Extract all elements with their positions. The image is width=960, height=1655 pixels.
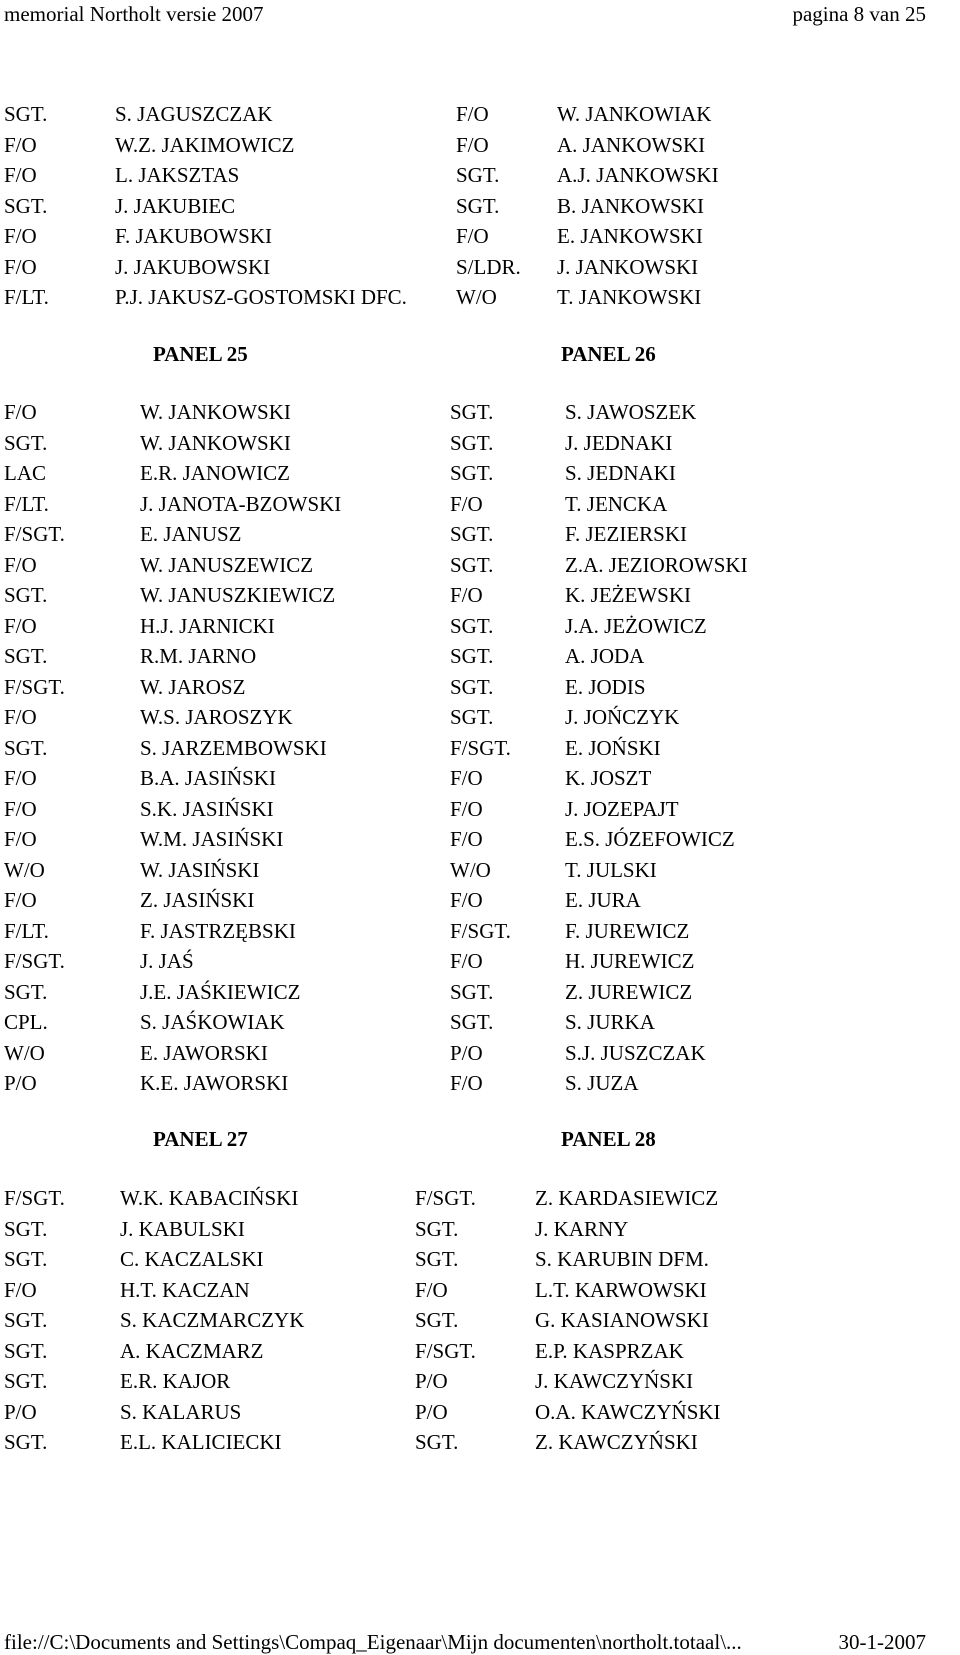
rank: P/O	[415, 1369, 448, 1393]
rank: W/O	[450, 858, 491, 882]
name: Z. JASIŃSKI	[140, 888, 255, 912]
rank: F/SGT.	[415, 1339, 476, 1363]
rank: SGT.	[4, 1339, 48, 1363]
name: E. JOŃSKI	[565, 736, 661, 760]
name: W.K. KABACIŃSKI	[120, 1186, 299, 1210]
panel-title: PANEL 27	[153, 1127, 248, 1151]
name: W. JANUSZKIEWICZ	[140, 583, 336, 607]
name: W.M. JASIŃSKI	[140, 827, 284, 851]
rank: SGT.	[450, 400, 494, 424]
name: S. JUZA	[565, 1071, 639, 1095]
rank: SGT.	[450, 675, 494, 699]
name: S. KACZMARCZYK	[120, 1308, 305, 1332]
name: J. KARNY	[535, 1217, 629, 1241]
name: W. JANKOWSKI	[140, 400, 291, 424]
rank: W/O	[4, 1041, 45, 1065]
name: Z. KARDASIEWICZ	[535, 1186, 719, 1210]
panel-title: PANEL 28	[561, 1127, 656, 1151]
rank: SGT.	[450, 1010, 494, 1034]
rank: SGT.	[4, 980, 48, 1004]
name: E. JANUSZ	[140, 522, 242, 546]
rank: F/O	[415, 1278, 448, 1302]
page-header-title: memorial Northolt versie 2007	[4, 2, 264, 26]
name: B. JANKOWSKI	[557, 194, 704, 218]
page-number: pagina 8 van 25	[792, 2, 926, 26]
rank: F/O	[456, 133, 489, 157]
name: F. JEZIERSKI	[565, 522, 687, 546]
rank: SGT.	[450, 705, 494, 729]
rank: SGT.	[4, 583, 48, 607]
name: S. JAWOSZEK	[565, 400, 697, 424]
rank: W/O	[456, 285, 497, 309]
rank: F/O	[4, 766, 37, 790]
name: T. JANKOWSKI	[557, 285, 702, 309]
rank: SGT.	[4, 431, 48, 455]
name: W.Z. JAKIMOWICZ	[115, 133, 295, 157]
rank: F/O	[4, 163, 37, 187]
rank: F/O	[450, 583, 483, 607]
rank: F/O	[4, 888, 37, 912]
rank: SGT.	[415, 1430, 459, 1454]
name: E.R. JANOWICZ	[140, 461, 290, 485]
name: C. KACZALSKI	[120, 1247, 264, 1271]
name: Z. KAWCZYŃSKI	[535, 1430, 698, 1454]
rank: P/O	[450, 1041, 483, 1065]
name: K.E. JAWORSKI	[140, 1071, 289, 1095]
rank: SGT.	[450, 644, 494, 668]
name: Z.A. JEZIOROWSKI	[565, 553, 748, 577]
name: W. JANUSZEWICZ	[140, 553, 314, 577]
rank: P/O	[4, 1400, 37, 1424]
name: J. JAKUBIEC	[115, 194, 236, 218]
name: S. KARUBIN DFM.	[535, 1247, 709, 1271]
name: J. JOZEPAJT	[565, 797, 679, 821]
rank: SGT.	[4, 1308, 48, 1332]
name: H.J. JARNICKI	[140, 614, 275, 638]
rank: LAC	[4, 461, 46, 485]
rank: F/O	[4, 255, 37, 279]
rank: F/SGT.	[4, 1186, 65, 1210]
rank: F/O	[4, 133, 37, 157]
name: B.A. JASIŃSKI	[140, 766, 276, 790]
rank: F/O	[450, 492, 483, 516]
rank: F/O	[4, 614, 37, 638]
rank: F/SGT.	[4, 949, 65, 973]
name: A. JANKOWSKI	[557, 133, 706, 157]
name: J. KAWCZYŃSKI	[535, 1369, 694, 1393]
rank: P/O	[4, 1071, 37, 1095]
name: T. JULSKI	[565, 858, 657, 882]
rank: F/O	[456, 224, 489, 248]
name: J.A. JEŻOWICZ	[565, 614, 707, 638]
name: T. JENCKA	[565, 492, 668, 516]
name: K. JOSZT	[565, 766, 652, 790]
name: E. JURA	[565, 888, 641, 912]
name: S. JAGUSZCZAK	[115, 102, 273, 126]
name: S. JURKA	[565, 1010, 655, 1034]
name: J. JAŚ	[140, 949, 194, 973]
rank: SGT.	[4, 1247, 48, 1271]
file-path-footer: file://C:\Documents and Settings\Compaq_Eigenaar\Mijn documenten\northolt.totaal\...	[4, 1630, 742, 1654]
rank: F/SGT.	[4, 522, 65, 546]
panel-title: PANEL 25	[153, 342, 248, 366]
rank: SGT.	[456, 194, 500, 218]
rank: SGT.	[4, 194, 48, 218]
name: E.L. KALICIECKI	[120, 1430, 282, 1454]
rank: F/O	[4, 400, 37, 424]
name: F. JAKUBOWSKI	[115, 224, 272, 248]
rank: F/O	[450, 1071, 483, 1095]
rank: F/LT.	[4, 492, 49, 516]
name: S.K. JASIŃSKI	[140, 797, 274, 821]
rank: F/O	[4, 224, 37, 248]
name: H.T. KACZAN	[120, 1278, 250, 1302]
rank: SGT.	[450, 614, 494, 638]
rank: F/O	[456, 102, 489, 126]
rank: W/O	[4, 858, 45, 882]
rank: F/O	[450, 888, 483, 912]
name: E.P. KASPRZAK	[535, 1339, 684, 1363]
name: J. JOŃCZYK	[565, 705, 680, 729]
rank: F/LT.	[4, 919, 49, 943]
rank: F/O	[4, 827, 37, 851]
rank: S/LDR.	[456, 255, 521, 279]
rank: SGT.	[456, 163, 500, 187]
rank: F/O	[4, 1278, 37, 1302]
rank: F/O	[4, 797, 37, 821]
rank: F/O	[450, 766, 483, 790]
name: A.J. JANKOWSKI	[557, 163, 719, 187]
rank: SGT.	[4, 644, 48, 668]
name: P.J. JAKUSZ-GOSTOMSKI DFC.	[115, 285, 407, 309]
name: J. JANKOWSKI	[557, 255, 699, 279]
rank: SGT.	[450, 461, 494, 485]
rank: F/SGT.	[450, 736, 511, 760]
rank: SGT.	[450, 522, 494, 546]
name: O.A. KAWCZYŃSKI	[535, 1400, 721, 1424]
rank: F/O	[4, 705, 37, 729]
rank: SGT.	[450, 431, 494, 455]
name: E. JANKOWSKI	[557, 224, 703, 248]
name: E.S. JÓZEFOWICZ	[565, 827, 735, 851]
rank: P/O	[415, 1400, 448, 1424]
name: S. JARZEMBOWSKI	[140, 736, 327, 760]
rank: SGT.	[450, 553, 494, 577]
name: K. JEŻEWSKI	[565, 583, 691, 607]
rank: F/O	[450, 827, 483, 851]
name: L.T. KARWOWSKI	[535, 1278, 707, 1302]
rank: F/SGT.	[415, 1186, 476, 1210]
panel-title: PANEL 26	[561, 342, 656, 366]
name: S. KALARUS	[120, 1400, 242, 1424]
rank: SGT.	[415, 1247, 459, 1271]
name: J.E. JAŚKIEWICZ	[140, 980, 301, 1004]
rank: CPL.	[4, 1010, 48, 1034]
name: J. JANOTA-BZOWSKI	[140, 492, 342, 516]
name: E. JODIS	[565, 675, 646, 699]
name: J. KABULSKI	[120, 1217, 245, 1241]
name: Z. JUREWICZ	[565, 980, 693, 1004]
rank: SGT.	[415, 1308, 459, 1332]
rank: F/O	[450, 797, 483, 821]
rank: SGT.	[4, 1217, 48, 1241]
print-date: 30-1-2007	[838, 1630, 926, 1654]
rank: SGT.	[4, 102, 48, 126]
name: E.R. KAJOR	[120, 1369, 231, 1393]
name: W. JANKOWIAK	[557, 102, 712, 126]
rank: SGT.	[4, 1369, 48, 1393]
rank: SGT.	[4, 1430, 48, 1454]
rank: F/O	[4, 553, 37, 577]
name: S.J. JUSZCZAK	[565, 1041, 706, 1065]
name: A. KACZMARZ	[120, 1339, 264, 1363]
rank: F/LT.	[4, 285, 49, 309]
name: W. JASIŃSKI	[140, 858, 260, 882]
name: L. JAKSZTAS	[115, 163, 240, 187]
name: W. JAROSZ	[140, 675, 246, 699]
rank: F/SGT.	[450, 919, 511, 943]
name: W.S. JAROSZYK	[140, 705, 293, 729]
name: G. KASIANOWSKI	[535, 1308, 709, 1332]
name: A. JODA	[565, 644, 645, 668]
name: S. JAŚKOWIAK	[140, 1010, 285, 1034]
rank: SGT.	[450, 980, 494, 1004]
name: W. JANKOWSKI	[140, 431, 291, 455]
name: F. JASTRZĘBSKI	[140, 919, 296, 943]
rank: F/SGT.	[4, 675, 65, 699]
name: E. JAWORSKI	[140, 1041, 268, 1065]
name: J. JEDNAKI	[565, 431, 673, 455]
rank: F/O	[450, 949, 483, 973]
rank: SGT.	[415, 1217, 459, 1241]
name: S. JEDNAKI	[565, 461, 676, 485]
name: F. JUREWICZ	[565, 919, 690, 943]
name: R.M. JARNO	[140, 644, 257, 668]
name: H. JUREWICZ	[565, 949, 695, 973]
rank: SGT.	[4, 736, 48, 760]
name: J. JAKUBOWSKI	[115, 255, 271, 279]
